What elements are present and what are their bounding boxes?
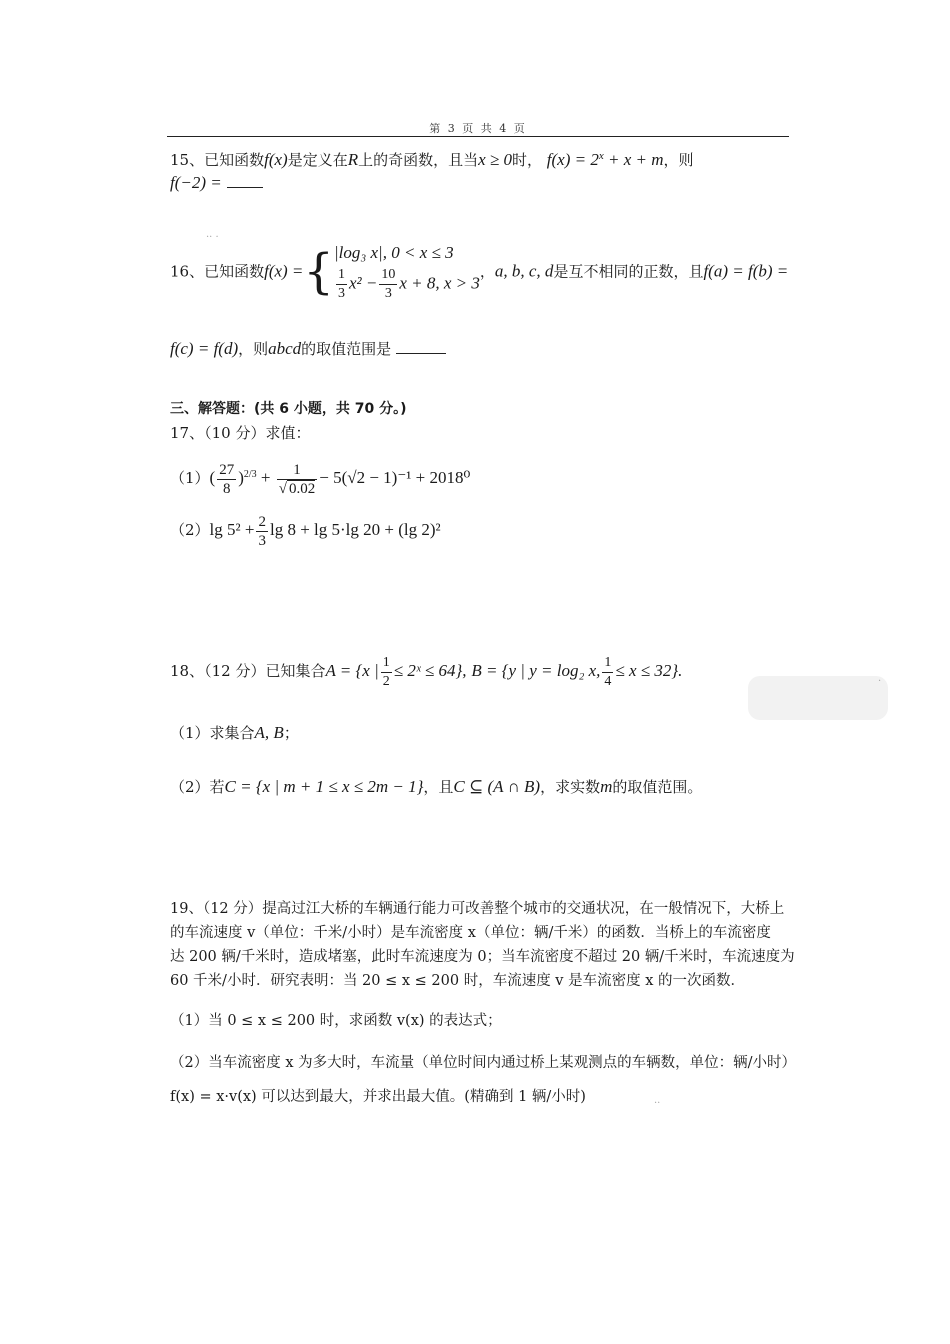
section-title: 三、解答题：(共 6 小题，共 70 分。) xyxy=(170,401,407,417)
answer-blank-16[interactable] xyxy=(396,339,446,354)
q16-text: 是互不相同的正数，且 xyxy=(553,262,704,281)
q18-p2: （2）若 xyxy=(170,778,225,796)
question-15 xyxy=(170,145,694,171)
question-15-ask xyxy=(170,172,263,194)
question-17-part-2 xyxy=(170,508,441,552)
question-19-part-3: f(x) = x·v(x) 可以达到最大，并求出最大值。(精确到 1 辆/小时) xyxy=(170,1089,586,1105)
q15-fx: f(x) xyxy=(264,150,288,169)
frac-num: 27 xyxy=(219,461,235,478)
question-19-part-2: （2）当车流密度 x 为多大时，车流量（单位时间内通过桥上某观测点的车辆数，单位：辆/小时） xyxy=(170,1055,797,1071)
q15-expr: f(x) = 2 xyxy=(546,150,599,169)
q16-frac xyxy=(336,266,347,303)
frac-den: √ 0.02 xyxy=(278,480,316,497)
question-17-part-1: （1）( $\frac{27}{8}$ )$^{2/3}$ + $\frac{1}{√ 0.02}$ − 5(√2 − 1)⁻¹ + 2018⁰ xyxy=(170,461,471,497)
q16-case1: |log₃ x|, 0 < x ≤ 3 xyxy=(333,243,454,262)
q15-text: 时， xyxy=(512,151,543,169)
frac-num: 10 xyxy=(379,266,397,285)
q16-eq1: f(a) = f(b) = xyxy=(703,261,789,281)
frac-num: 1 xyxy=(602,654,613,673)
q16-case2-mid: x² − xyxy=(348,273,378,293)
brace-icon: { xyxy=(303,243,334,300)
frac-den: 2 xyxy=(382,673,390,689)
question-19-part-1: （1）当 0 ≤ x ≤ 200 时，求函数 v(x) 的表达式； xyxy=(170,1013,502,1029)
q18-p1-end: ； xyxy=(283,724,299,742)
q16-text: ，则 xyxy=(238,340,269,358)
q18-p2-m3: m xyxy=(600,777,613,796)
q18-p2-c: ，求实数 xyxy=(540,778,601,796)
frac-num: 1 xyxy=(381,654,392,673)
q15-text: ，则 xyxy=(663,151,694,169)
q18-setb-b: ≤ x ≤ 32}. xyxy=(615,661,683,680)
q18-seta: A = {x | xyxy=(325,661,379,680)
q16-abcd: abcd xyxy=(268,339,302,358)
question-16-ask xyxy=(170,338,446,360)
q18-setb: B = {y | y = log₂ x, xyxy=(471,661,601,680)
q17-p2-a: lg 5² + xyxy=(209,520,255,539)
answer-blank-15[interactable] xyxy=(227,173,263,188)
frac-den: 3 xyxy=(384,286,392,301)
q16-fx: f(x) = xyxy=(264,261,304,281)
q18-p2-m1: C = {x | m + 1 ≤ x ≤ 2m − 1} xyxy=(224,777,424,796)
q15-ask: f(−2) = xyxy=(170,173,222,192)
question-18 xyxy=(170,648,682,694)
q18-label: 18、（12 分）已知集合 xyxy=(170,662,326,680)
q15-text: 上的奇函数，且当 xyxy=(358,151,479,169)
q15-exp: x xyxy=(598,150,604,162)
sqrt-radicand: 0.02 xyxy=(289,480,316,497)
q17-p1-tail: − 5(√2 − 1)⁻¹ + 2018⁰ xyxy=(319,468,471,487)
scan-speck: ·· xyxy=(654,1098,661,1109)
question-16: 16、已知函数f(x) ={ |log₃ x|, 0 < x ≤ 3 $\frac{1}{3}$ x² − $\frac{10}{3}$ x + 8, x > 3 ，a, b, c, d是互不相同的正数，且f(a) = f(b) = xyxy=(170,240,788,300)
scan-speck: ·· · xyxy=(206,232,219,243)
frac-den: 4 xyxy=(604,673,612,689)
q17-frac xyxy=(256,513,268,550)
q16-eq2: f(c) = f(d) xyxy=(170,339,239,358)
q15-cond: x ≥ 0 xyxy=(478,150,512,169)
frac-den: 8 xyxy=(222,480,231,497)
q17-p2-label: （2） xyxy=(170,521,210,539)
q16-frac xyxy=(379,266,397,303)
q16-case2-tail: x + 8, x > 3 xyxy=(399,273,480,293)
scan-speck: · xyxy=(878,676,882,687)
question-19-line-3: 达 200 辆/千米时，造成堵塞，此时车流速度为 0；当车流密度不超过 20 辆/千米时，车流速度为 xyxy=(170,949,795,965)
q16-piecewise xyxy=(334,240,480,303)
q16-text: 的取值范围是 xyxy=(301,340,392,358)
page-header: 第 3 页 共 4 页 xyxy=(429,122,527,135)
question-19-line-4: 60 千米/小时．研究表明：当 20 ≤ x ≤ 200 时，车流速度 v 是车流密度 x 的一次函数． xyxy=(170,973,746,989)
q17-frac xyxy=(217,461,236,498)
question-19-line-2: 的车流速度 v（单位：千米/小时）是车流密度 x（单位：辆/千米）的函数．当桥上的车流密度 xyxy=(170,925,771,941)
q18-seta-b: ≤ 2ˣ ≤ 64}, xyxy=(393,661,467,680)
q18-p1-m: A, B xyxy=(254,723,284,742)
q16-case2 xyxy=(334,266,480,303)
question-18-part-2 xyxy=(170,776,702,798)
frac-den: 3 xyxy=(258,532,266,549)
q15-text: 是定义在 xyxy=(287,151,348,169)
frac-num: 1 xyxy=(277,461,317,480)
q18-p2-d: 的取值范围。 xyxy=(612,778,703,796)
scan-smudge xyxy=(748,676,888,720)
q16-label: 16、已知函数 xyxy=(170,262,265,281)
frac-num: 1 xyxy=(336,266,347,285)
q18-p1: （1）求集合 xyxy=(170,724,255,742)
q18-frac xyxy=(602,654,613,691)
question-17-title: 17、（10 分）求值： xyxy=(170,424,311,442)
q18-frac xyxy=(381,654,392,691)
q18-p2-b: ，且 xyxy=(423,778,454,796)
q15-r: R xyxy=(347,150,359,169)
header-rule xyxy=(167,136,789,137)
q15-expr2: + x + m xyxy=(603,150,664,169)
frac-den: 3 xyxy=(337,286,345,301)
q15-text: 15、已知函数 xyxy=(170,151,265,169)
q17-p1-label: （1） xyxy=(170,469,210,487)
q16-vars: a, b, c, d xyxy=(494,261,554,281)
q17-frac xyxy=(277,461,317,498)
q17-exp: 2/3 xyxy=(243,469,257,480)
question-19-line-1: 19、（12 分）提高过江大桥的车辆通行能力可改善整个城市的交通状况，在一般情况下，大桥上 xyxy=(170,901,785,917)
q18-p2-m2: C ⊆ (A ∩ B) xyxy=(453,777,541,796)
frac-num: 2 xyxy=(258,513,266,530)
q17-p2-b: lg 8 + lg 5·lg 20 + (lg 2)² xyxy=(269,520,441,539)
question-18-part-1 xyxy=(170,722,299,744)
